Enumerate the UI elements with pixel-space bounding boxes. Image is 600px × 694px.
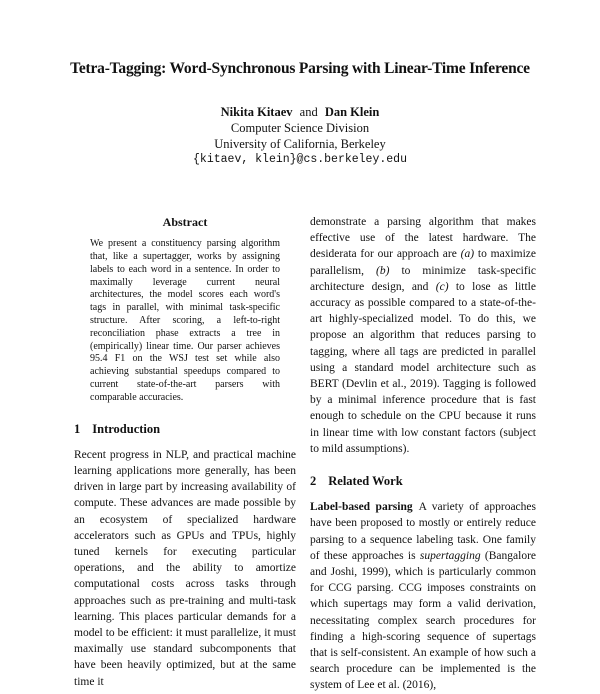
introduction-continuation — [310, 214, 536, 457]
abstract-heading: Abstract — [162, 215, 208, 229]
list-marker-c: (c) — [435, 280, 449, 293]
author-1: Nikita Kitaev — [220, 105, 293, 119]
author-join: and — [299, 105, 318, 119]
author-email: {kitaev, klein}@cs.berkeley.edu — [193, 153, 407, 166]
section-heading-introduction — [74, 421, 296, 437]
related-work-paragraph — [310, 499, 536, 693]
section-heading-related-work — [310, 473, 536, 489]
text-segment: to maximize parallelism, — [310, 248, 536, 277]
list-marker-a: (a) — [460, 248, 475, 261]
text-segment: (Bangalore and Joshi, 1999), which is particularly common for CCG parsing. CCG imposes constraints on which supertags may form a valid derivation, necessitating complex search procedures for finding a high-scoring sequence of supertags that is self-consistent. An example of how such a search procedure can be implemented is the system of Lee et al. (2016), — [310, 549, 536, 692]
text-segment: A variety of approaches have been proposed to mostly or entirely reduce parsing to a sequence labeling task. One family of these approaches is — [310, 501, 536, 562]
text-segment: to minimize task-specific architecture design, and — [310, 264, 536, 293]
left-column — [74, 214, 296, 690]
right-column — [310, 214, 536, 694]
author-block — [0, 104, 600, 168]
list-marker-b: (b) — [376, 264, 390, 277]
paragraph-heading: Label-based parsing — [310, 501, 413, 514]
section-number: 1 — [74, 421, 81, 436]
introduction-paragraph: Recent progress in NLP, and practical machine learning applications more generally, has been driven in large part by increasing availability of compute. These advances are made possible by an ecosystem of specialized hardware accelerators such as GPUs and TPUs, highly tuned kernels for executing particular operations, and the ability to amortize computational costs across tasks through approaches such as pre-training and multi-task learning. This places particular demands for a model to be efficient: it must parallelize, it must maximally use standard subcomponents that have been heavily optimized, but at the same time it — [74, 448, 296, 688]
text-segment: demonstrate a parsing algorithm that makes effective use of the latest hardware. The desiderata for our approach are — [310, 216, 536, 261]
abstract-text: We present a constituency parsing algorithm that, like a supertagger, works by assigning labels to each word in a sentence. In order to maximally leverage current neural architectures, the model scores each word's tags in parallel, with minimal task-specific structure. After scoring, a left-to-right reconciliation phase extracts a tree in (empirically) linear time. Our parser achieves 95.4 F1 on the WSJ test set while also achieving substantial speedups compared to current state-of-the-art parsers with comparable accuracies. — [90, 238, 280, 403]
author-2: Dan Klein — [324, 105, 380, 119]
paper-title: Tetra-Tagging: Word-Synchronous Parsing with Linear-Time Inference — [70, 60, 530, 77]
section-number: 2 — [310, 474, 317, 489]
author-names — [0, 104, 600, 120]
affiliation-line-2: University of California, Berkeley — [214, 137, 386, 151]
affiliation-line-1: Computer Science Division — [230, 121, 370, 135]
emphasized-term: supertagging — [419, 549, 481, 562]
text-segment: to lose as little accuracy as possible compared to a state-of-the-art highly-specialized model. To do this, we propose an algorithm that reduces parsing to tagging, where all tags are predicted in parallel using a standard model architecture such as BERT (Devlin et al., 2019). Tagging is followed by a minimal inference procedure that is fast enough to schedule on the CPU because it runs in linear time with low constant factors (subject to mild assumptions). — [310, 280, 536, 455]
section-title: Introduction — [92, 421, 161, 436]
section-title: Related Work — [328, 474, 403, 489]
